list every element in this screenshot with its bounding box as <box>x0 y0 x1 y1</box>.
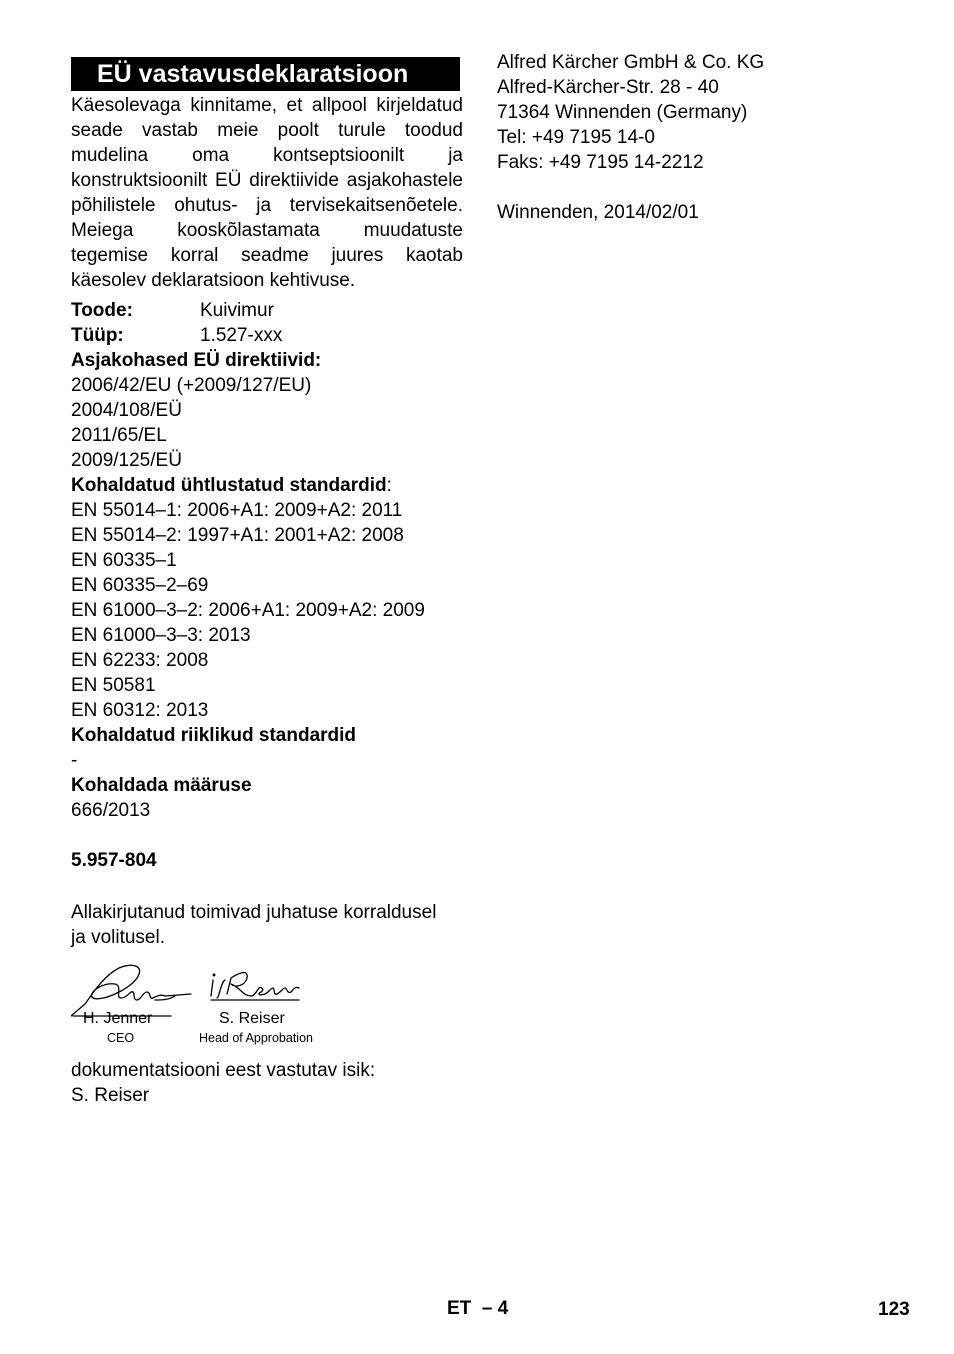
standard-item: EN 55014–2: 1997+A1: 2001+A2: 2008 <box>71 525 404 546</box>
company-tel: Tel: +49 7195 14-0 <box>497 127 655 148</box>
type-label: Tüüp: <box>71 325 124 346</box>
company-street: Alfred-Kärcher-Str. 28 - 40 <box>497 77 719 98</box>
standard-item: EN 62233: 2008 <box>71 650 209 671</box>
standards-heading: Kohaldatud ühtlustatud standardid <box>71 475 387 496</box>
standards-colon: : <box>386 475 392 496</box>
directives-heading: Asjakohased EÜ direktiivid: <box>71 350 322 371</box>
page-number: 123 <box>878 1299 910 1320</box>
signatory-role: Head of Approbation <box>199 1031 313 1045</box>
standard-item: EN 60335–1 <box>71 550 177 571</box>
responsible-label: dokumentatsiooni eest vastutav isik: <box>71 1060 376 1081</box>
standard-item: EN 61000–3–2: 2006+A1: 2009+A2: 2009 <box>71 600 425 621</box>
national-standards-value: - <box>71 750 78 771</box>
company-name: Alfred Kärcher GmbH & Co. KG <box>497 52 765 73</box>
page-title: EÜ vastavusdeklaratsioon <box>71 57 460 91</box>
product-label: Toode: <box>71 300 133 321</box>
signatory-name: H. Jenner <box>83 1010 153 1027</box>
national-standards-heading: Kohaldatud riiklikud standardid <box>71 725 357 746</box>
responsible-name: S. Reiser <box>71 1085 150 1106</box>
directive-item: 2004/108/EÜ <box>71 400 182 421</box>
place-date: Winnenden, 2014/02/01 <box>497 202 699 223</box>
type-row <box>71 323 463 348</box>
directive-item: 2006/42/EU (+2009/127/EU) <box>71 375 312 396</box>
left-column <box>71 57 463 1108</box>
product-value: Kuivimur <box>200 300 274 321</box>
signature-block <box>71 958 463 1058</box>
regulation-value: 666/2013 <box>71 800 151 821</box>
standard-item: EN 50581 <box>71 675 156 696</box>
footer-section-label: ET – 4 <box>447 1298 509 1319</box>
type-value: 1.527-xxx <box>200 325 283 346</box>
standards-heading-row <box>71 473 463 498</box>
directive-item: 2011/65/EL <box>71 425 167 446</box>
product-row <box>71 298 463 323</box>
document-number: 5.957-804 <box>71 850 157 871</box>
standard-item: EN 60335–2–69 <box>71 575 209 596</box>
signatory-name: S. Reiser <box>219 1010 285 1027</box>
regulation-heading: Kohaldada määruse <box>71 775 252 796</box>
signatory-role: CEO <box>107 1031 135 1045</box>
company-fax: Faks: +49 7195 14-2212 <box>497 152 704 173</box>
intro-paragraph: Käesolevaga kinnitame, et allpool kirjeldatud seade vastab meie poolt turule toodud mudelina oma kontseptsioonilt ja konstruktsioonilt EÜ direktiivide asjakohastele põhilistele ohutus- ja tervisekaitsenõetele. Meiega kooskõlastamata muudatuste tegemise korral seadme juures kaotab käesolev deklaratsioon kehtivuse. <box>71 95 463 291</box>
directive-item: 2009/125/EÜ <box>71 450 182 471</box>
standard-item: EN 60312: 2013 <box>71 700 209 721</box>
company-city: 71364 Winnenden (Germany) <box>497 102 748 123</box>
authorization-text: Allakirjutanud toimivad juhatuse korraldusel ja volitusel. <box>71 902 437 948</box>
standard-item: EN 55014–1: 2006+A1: 2009+A2: 2011 <box>71 500 403 521</box>
right-column <box>497 50 917 225</box>
standard-item: EN 61000–3–3: 2013 <box>71 625 251 646</box>
